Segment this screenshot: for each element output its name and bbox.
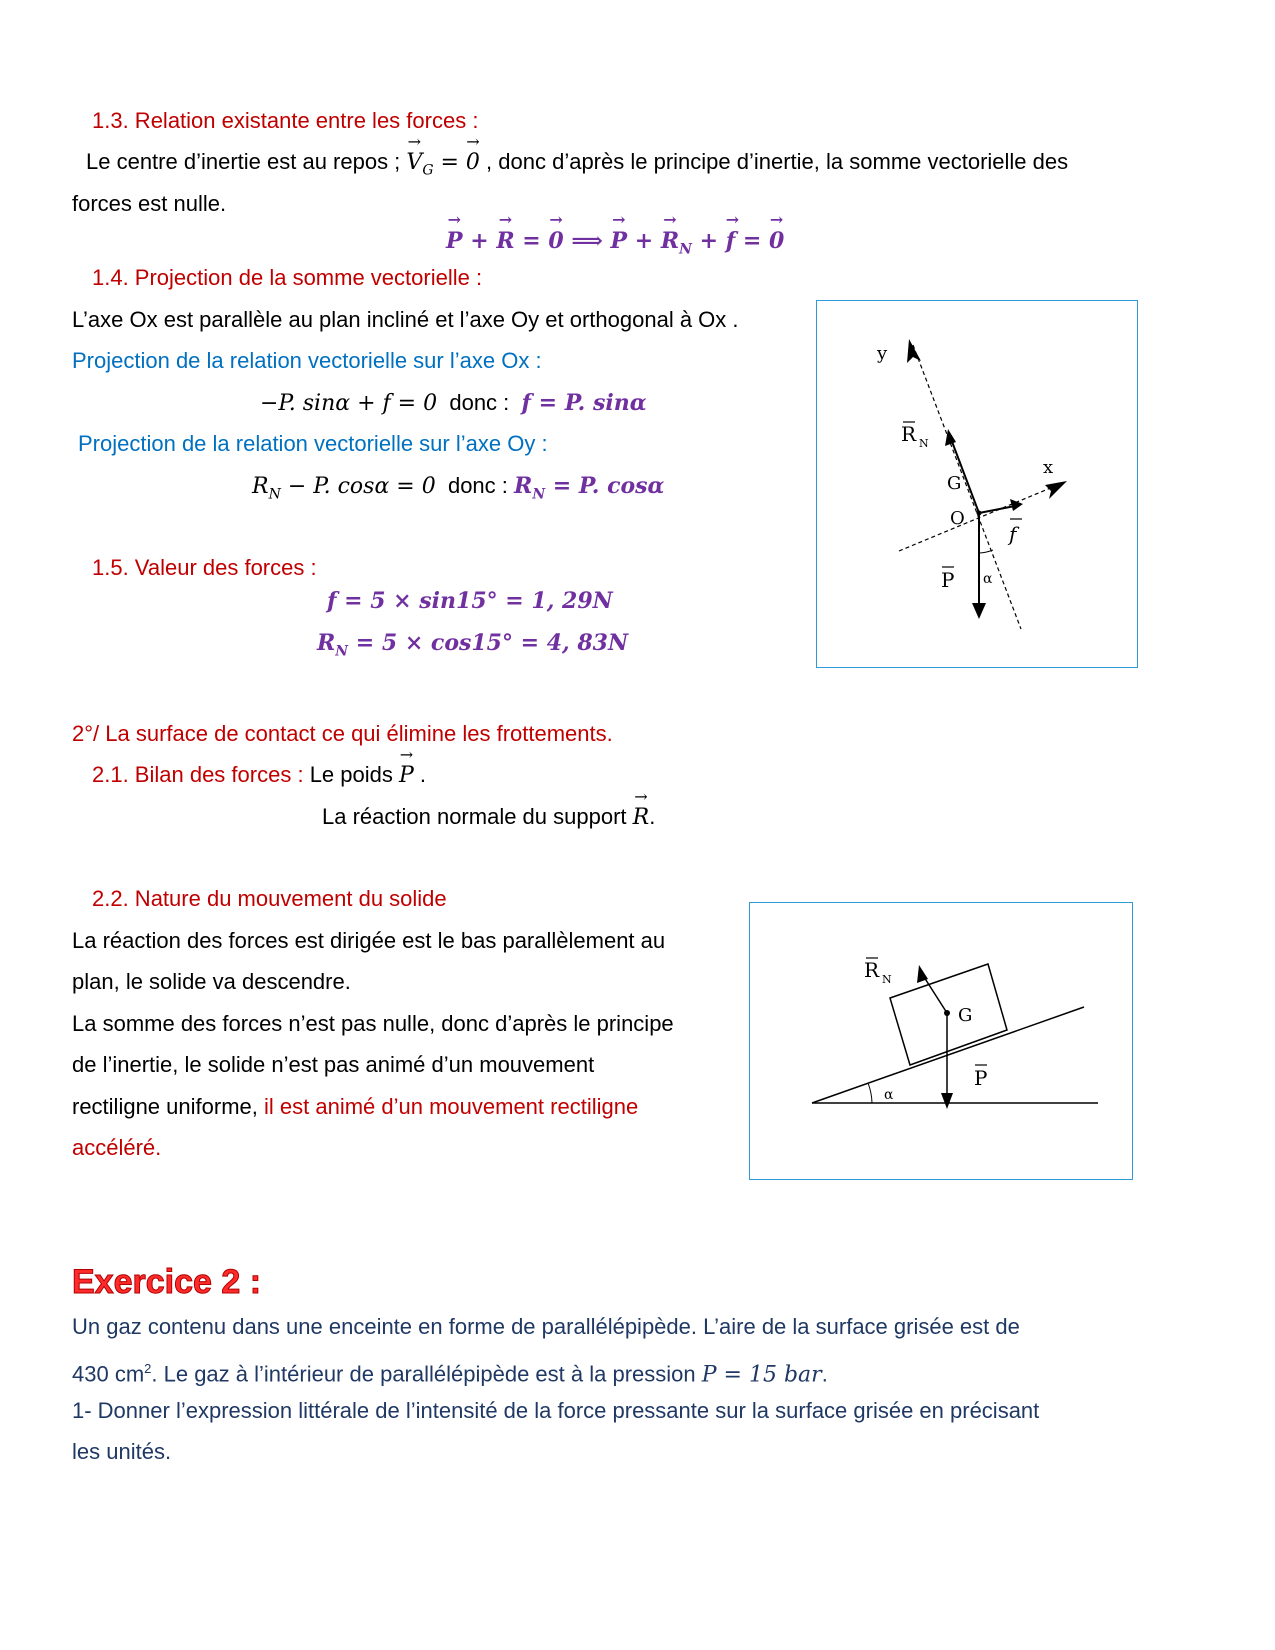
heading-2: 2°/ La surface de contact ce qui élimine les frottements.	[72, 721, 613, 746]
heading-1-3: 1.3. Relation existante entre les forces :	[92, 108, 479, 133]
label-rn-sub: N	[919, 437, 929, 450]
label-f: f	[1009, 522, 1017, 546]
heading-1-4: 1.4. Projection de la somme vectorielle :	[92, 265, 483, 290]
vector-f-line	[979, 506, 1015, 513]
equation-forces-sum: → P + → R = → 0 ⟹ → P + → $R_N$ + → f = → 0	[446, 226, 784, 264]
para-2-2-line3: La somme des forces n’est pas nulle, donc d’après le principe	[72, 1011, 674, 1036]
exercise-2-line1: Un gaz contenu dans une enceinte en forme de parallélépipède. L’aire de la surface grisée est de	[72, 1314, 1020, 1339]
label-rn: R	[864, 958, 880, 982]
label-rn: R	[901, 422, 917, 446]
exercise-2-line4: les unités.	[72, 1439, 172, 1464]
point-g	[944, 1010, 950, 1016]
figure-forces-axes	[816, 300, 1138, 668]
para-2-2-line2: plan, le solide va descendre.	[72, 969, 351, 994]
vector-f-arrowhead	[1010, 499, 1023, 511]
angle-alpha-arc	[868, 1083, 872, 1103]
label-p: P	[974, 1066, 988, 1090]
axis-y-arrowhead	[907, 339, 921, 363]
label-p: P	[941, 568, 955, 592]
label-alpha: α	[884, 1087, 894, 1103]
vector-p-arrowhead	[941, 1093, 953, 1109]
exercise-2-title: Exercice 2 :	[72, 1263, 262, 1301]
figure-forces-axes-svg	[817, 301, 1137, 667]
heading-2-2: 2.2. Nature du mouvement du solide	[92, 886, 447, 911]
exercise-2-question-1: 1- Donner l’expression littérale de l’intensité de la force pressante sur la surface grisée en précisant	[72, 1398, 1040, 1423]
reaction-normale-line: La réaction normale du support → R.	[322, 802, 655, 833]
para-2-2-line1: La réaction des forces est dirigée est le bas parallèlement au	[72, 928, 666, 953]
para-2-2-line6: accéléré.	[72, 1135, 162, 1160]
figure-inclined-plane	[749, 902, 1133, 1180]
heading-1-5: 1.5. Valeur des forces :	[92, 555, 317, 580]
equation-ox: −P. sinα + f = 0 donc : f = P. sinα	[260, 390, 647, 416]
bilan-forces-line: 2.1. Bilan des forces : Le poids → P .	[92, 760, 426, 791]
figure-inclined-plane-svg	[750, 903, 1132, 1179]
axes-description: L’axe Ox est parallèle au plan incliné et l’axe Oy et orthogonal à Ox .	[72, 307, 739, 332]
label-y: y	[877, 343, 888, 364]
projection-oy-title: Projection de la relation vectorielle sur l’axe Oy :	[78, 431, 548, 456]
vector-rn-arrowhead	[945, 429, 956, 446]
label-rn-sub: N	[882, 973, 892, 986]
label-g: G	[958, 1005, 973, 1026]
para-2-2-line5: rectiligne uniforme, il est animé d’un mouvement rectiligne	[72, 1094, 639, 1119]
label-g: G	[947, 473, 962, 494]
label-alpha: α	[983, 571, 993, 587]
label-o: O	[950, 508, 965, 529]
label-x: x	[1043, 457, 1054, 478]
para-1-3-line1: Le centre d’inertie est au repos ; → $V_G$ = → 0 , donc d’après le principe d’inertie, la somme vectorielle des	[86, 147, 1068, 185]
equation-oy: $R_N - P$. cosα = 0 donc : $R_N = P$. cosα	[252, 473, 665, 503]
point-o	[977, 511, 982, 516]
para-1-3-line2: forces est nulle.	[72, 191, 227, 216]
equation-rn-value: $R_N = 5 \times \cos 15^\circ = 4$, 83N	[317, 630, 629, 660]
equation-f-value: f = 5 × sin15° = 1, 29N	[327, 588, 613, 614]
axis-x-arrowhead	[1045, 481, 1067, 499]
exercise-2-line2: 430 $cm^2$. Le gaz à l’intérieur de parallélépipède est à la pression P = 15 bar.	[72, 1361, 828, 1388]
projection-ox-title: Projection de la relation vectorielle sur l’axe Ox :	[72, 348, 542, 373]
axis-x-line	[899, 487, 1053, 551]
para-2-2-line4: de l’inertie, le solide n’est pas animé d’un mouvement	[72, 1052, 595, 1077]
axis-y-line	[913, 345, 1021, 629]
vector-p-arrowhead	[972, 603, 986, 619]
